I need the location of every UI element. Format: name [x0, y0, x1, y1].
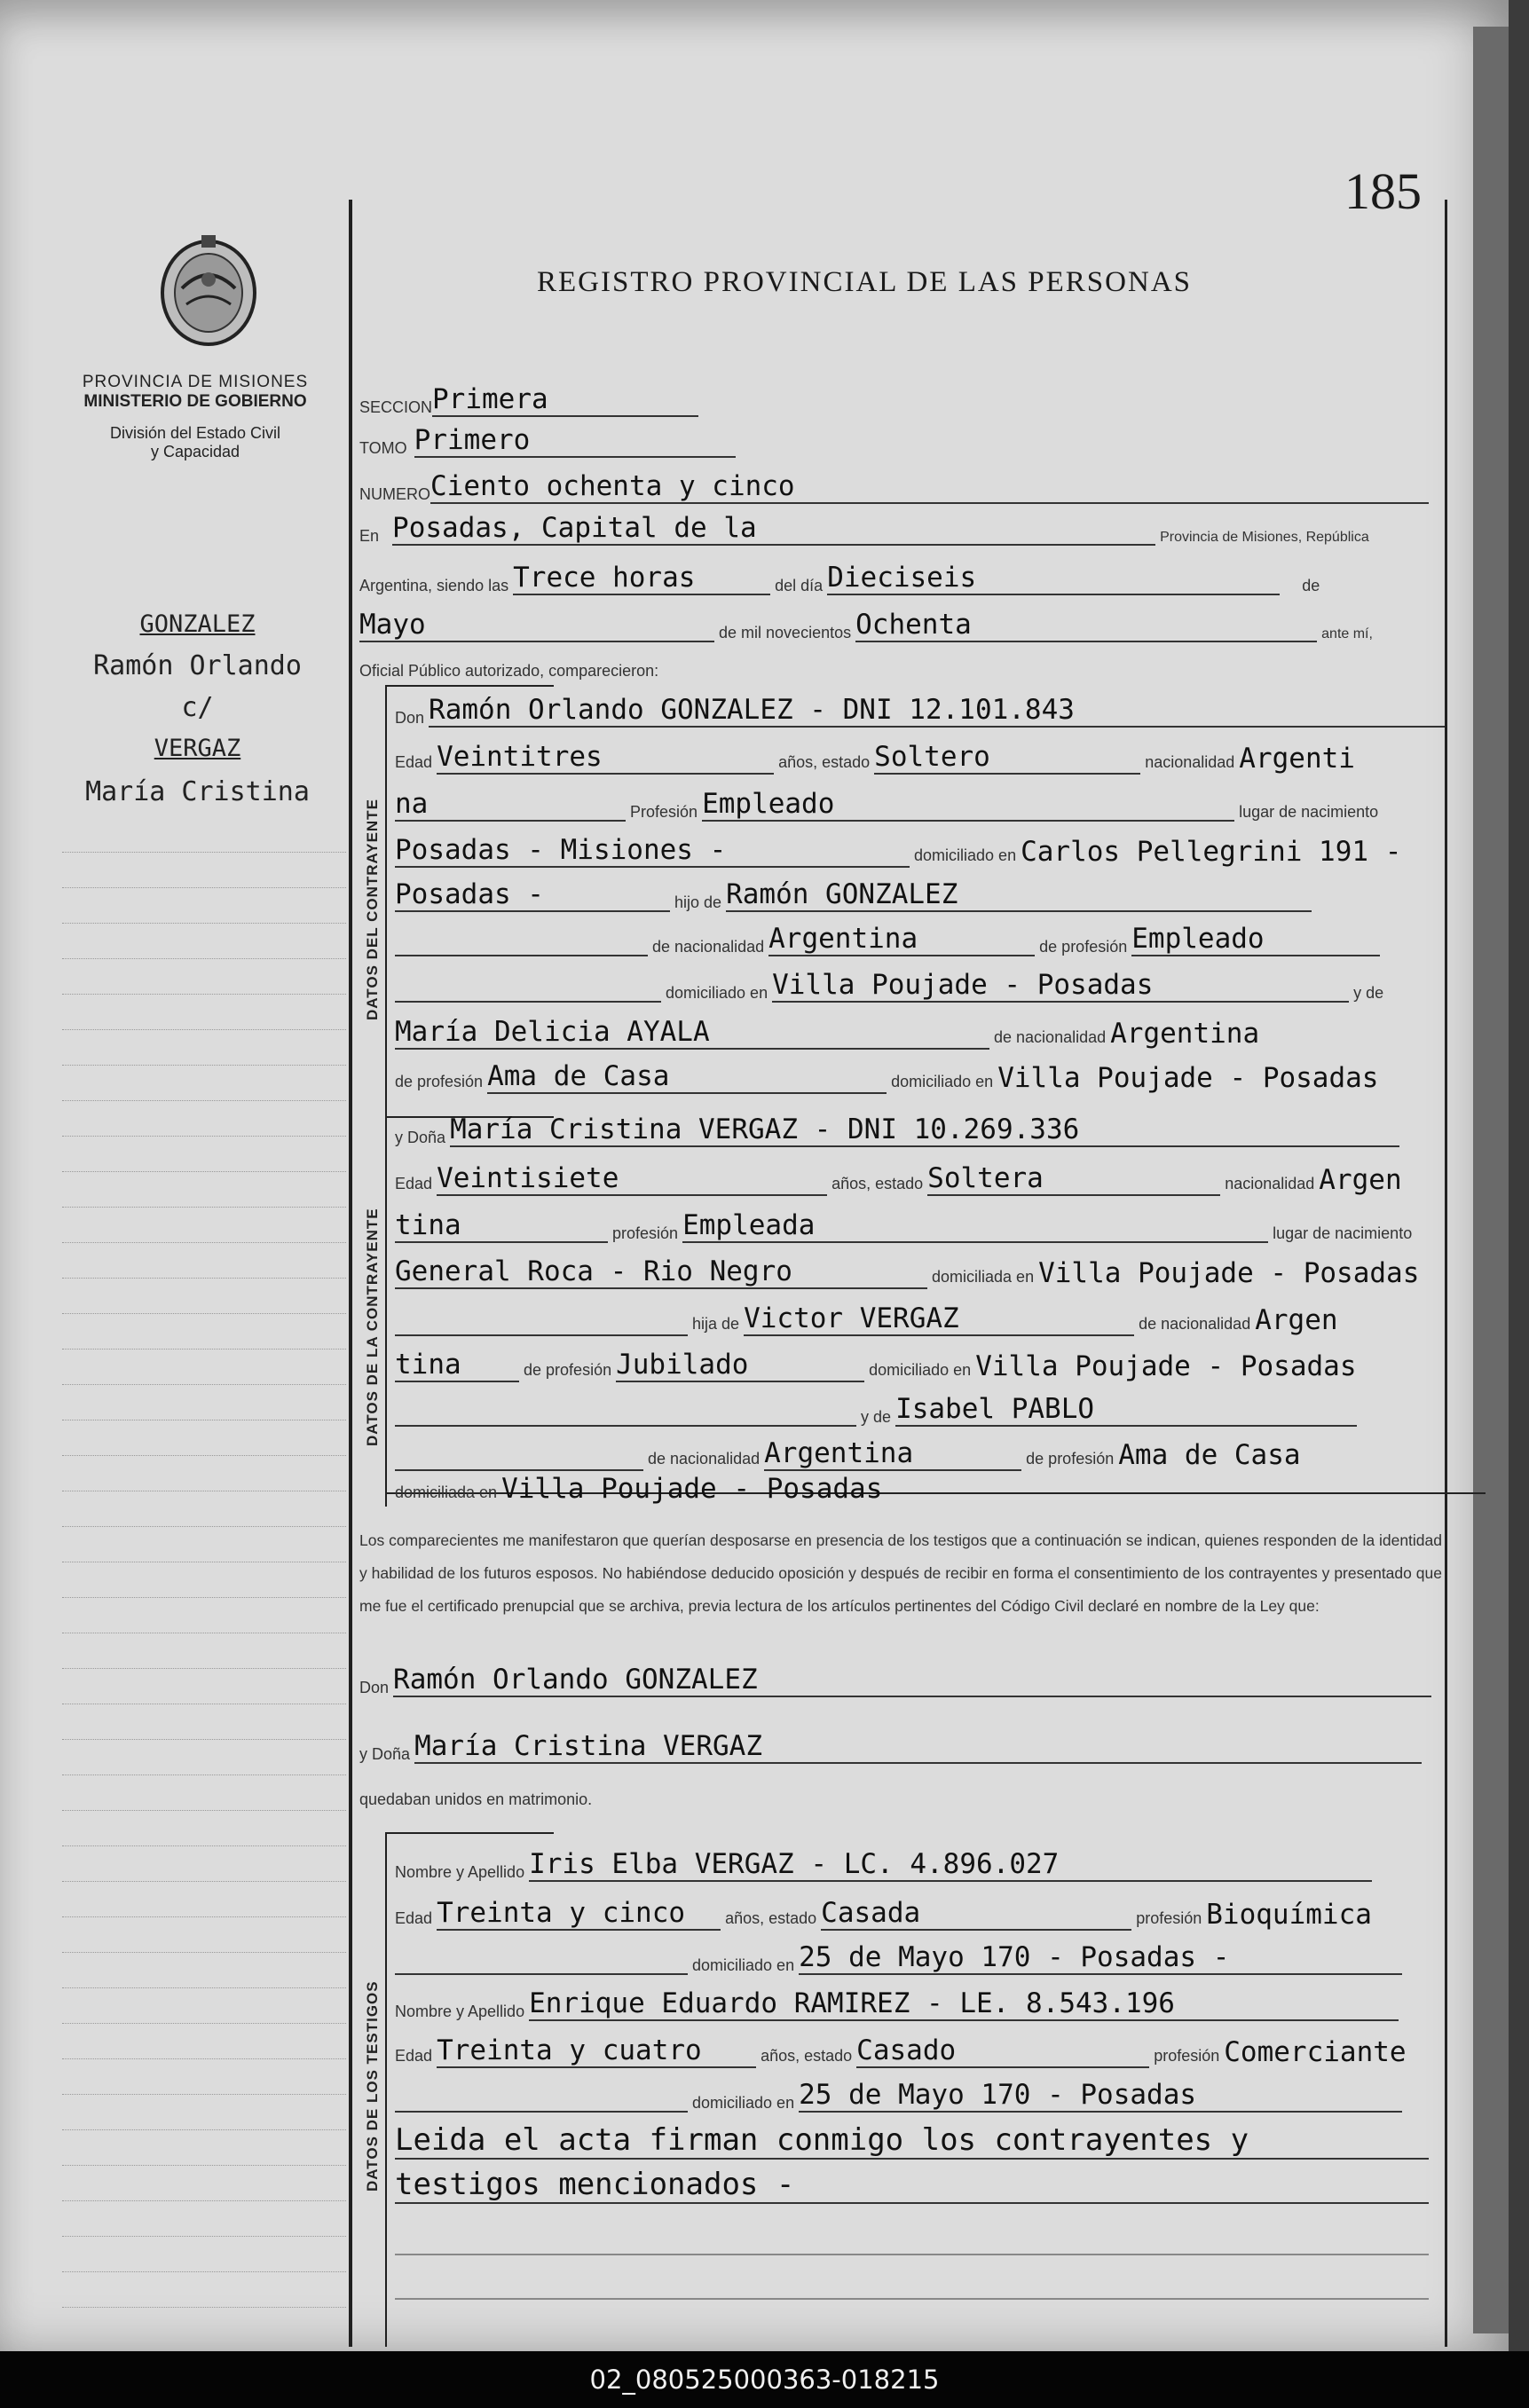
bride-mother-nac-row [395, 1437, 1301, 1471]
bride-y-de-label: y de [861, 1408, 892, 1426]
margin-ruled-line [62, 1987, 346, 1988]
bride-age: Veintisiete [437, 1162, 827, 1196]
margin-ruled-line [62, 1739, 346, 1740]
bride-nacionalidad-b: tina [395, 1209, 608, 1243]
groom-mother-prof: Ama de Casa [487, 1060, 887, 1094]
margin-ruled-line [62, 1171, 346, 1172]
groom-bracket-top [385, 685, 554, 687]
witness1-profesion: Bioquímica [1206, 1899, 1372, 1931]
dia-value: Dieciseis [827, 562, 1280, 595]
margin-ruled-line [62, 2236, 346, 2237]
groom-mother-prof-label: de profesión [395, 1073, 484, 1090]
page-number: 185 [1344, 162, 1422, 220]
bride-prof-row [395, 1209, 1412, 1243]
margin-ruled-line [62, 887, 346, 888]
witness-note-a: Leida el acta firman conmigo los contrayentes y [395, 2122, 1429, 2160]
blank-line [395, 1334, 688, 1336]
margin-ruled-line [62, 1597, 346, 1598]
groom-hijo-label: hijo de [674, 893, 722, 911]
bride-age-row [395, 1162, 1402, 1196]
margin-ruled-line [62, 1952, 346, 1953]
groom-mother: María Delicia AYALA [395, 1016, 989, 1050]
margin-ruled-line [62, 1278, 346, 1279]
bride-nacionalidad-label: nacionalidad [1225, 1175, 1315, 1192]
groom-age-row [395, 741, 1355, 775]
margin-surname-2: VERGAZ [154, 735, 241, 762]
bride-side-label: DATOS DE LA CONTRAYENTE [364, 1208, 381, 1446]
witness1-name: Iris Elba VERGAZ - LC. 4.896.027 [529, 1848, 1372, 1882]
groom-nacionalidad-label: nacionalidad [1145, 753, 1235, 771]
witness1-name-row [395, 1848, 1372, 1882]
numero-label: NUMERO [359, 485, 430, 503]
margin-ruled-line [62, 1455, 346, 1456]
margin-ruled-line [62, 1526, 346, 1527]
witness2-age-row [395, 2034, 1407, 2068]
groom-father-nac-label: de nacionalidad [652, 938, 765, 956]
witness-bracket-top [385, 1832, 554, 1834]
margin-ruled-line [62, 1242, 346, 1243]
groom-bracket [385, 685, 387, 1120]
groom-nacionalidad-a: Argenti [1239, 743, 1355, 775]
groom-father-dom-label: domiciliado en [666, 984, 768, 1002]
groom-birth-row [395, 834, 1401, 868]
union-don: Ramón Orlando GONZALEZ [393, 1664, 1431, 1697]
bride-name: María Cristina VERGAZ - DNI 10.269.336 [450, 1114, 1399, 1147]
margin-ruled-line [62, 852, 346, 853]
bride-mother-nac-label: de nacionalidad [648, 1450, 761, 1468]
margin-ruled-line [62, 1029, 346, 1030]
groom-age: Veintitres [437, 741, 774, 775]
dona-label: y Doña [395, 1129, 446, 1146]
anio-value: Ochenta [855, 609, 1317, 642]
union-dona-label: y Doña [359, 1745, 411, 1763]
margin-surname-1: GONZALEZ [139, 610, 256, 638]
groom-edad-label: Edad [395, 753, 433, 771]
province-label: PROVINCIA DE MISIONES [82, 373, 309, 391]
seccion-label: SECCION [359, 398, 433, 416]
bride-profesion-label: profesión [612, 1224, 679, 1242]
groom-mother-nac: Argentina [1110, 1018, 1260, 1050]
witness-note-row-a [395, 2122, 1429, 2160]
blank-line [395, 1001, 661, 1003]
provincia-text: Provincia de Misiones, República [1160, 530, 1369, 545]
page-edge [1473, 27, 1509, 2333]
groom-father-dom-row [395, 969, 1383, 1003]
don-label: Don [395, 709, 425, 727]
bride-domicilio: Villa Poujade - Posadas [1038, 1257, 1420, 1289]
bride-mother-dom-row [395, 1473, 882, 1505]
groom-father: Ramón GONZALEZ [726, 878, 1312, 912]
union-closing-row [359, 1790, 592, 1809]
witness2-domicilio: 25 de Mayo 170 - Posadas [799, 2079, 1402, 2113]
del-dia-label: del día [775, 577, 824, 594]
witness1-profesion-label: profesión [1136, 1909, 1202, 1927]
bride-lugar-nac: General Roca - Rio Negro [395, 1255, 927, 1289]
groom-name: Ramón Orlando GONZALEZ - DNI 12.101.843 [429, 694, 1445, 728]
bride-father-dom-label: domiciliado en [869, 1361, 972, 1379]
groom-side-label: DATOS DEL CONTRAYENTE [364, 799, 381, 1020]
de-label: de [1302, 577, 1320, 594]
bride-father-prof-row [395, 1349, 1356, 1382]
witness-note-row-b [395, 2167, 1429, 2204]
bride-birth-row [395, 1255, 1419, 1289]
capacity-label: y Capacidad [150, 443, 240, 460]
margin-ruled-line [62, 2058, 346, 2059]
blank-line [395, 955, 648, 956]
witness1-anos-estado-label: años, estado [725, 1909, 817, 1927]
margin-ruled-line [62, 1349, 346, 1350]
groom-lugar-nac: Posadas - Misiones - [395, 834, 910, 868]
margin-ruled-line [62, 1313, 346, 1314]
right-rule [1445, 200, 1447, 2347]
ante-mi-text: ante mí, [1321, 626, 1373, 641]
groom-father-dom: Villa Poujade - Posadas [772, 969, 1349, 1003]
margin-ruled-line [62, 1100, 346, 1101]
witness1-nombre-label: Nombre y Apellido [395, 1863, 525, 1881]
groom-prof-row [395, 788, 1378, 822]
union-don-row [359, 1664, 1431, 1697]
union-don-label: Don [359, 1679, 390, 1696]
bride-father-prof: Jubilado [616, 1349, 864, 1382]
witness1-age: Treinta y cinco [437, 1897, 721, 1931]
witness2-profesion-label: profesión [1154, 2047, 1220, 2065]
groom-domicilio-label: domiciliado en [914, 846, 1017, 864]
union-dona-row [359, 1730, 1422, 1764]
margin-ruled-line [62, 1136, 346, 1137]
blank-line [395, 1425, 856, 1427]
margin-ruled-line [62, 1881, 346, 1882]
groom-father-nac-row [395, 923, 1380, 956]
union-dona: María Cristina VERGAZ [414, 1730, 1422, 1764]
numero-value: Ciento ochenta y cinco [430, 470, 1429, 504]
footer-id: 02_080525000363-018215 [0, 2351, 1529, 2408]
blank-line [395, 1469, 643, 1471]
margin-ruled-line [62, 1916, 346, 1917]
groom-profesion: Empleado [702, 788, 1234, 822]
lugar-value: Posadas, Capital de la [392, 512, 1155, 546]
tomo-label: TOMO [359, 439, 407, 457]
en-label: En [359, 527, 380, 545]
margin-ruled-line [62, 923, 346, 924]
margin-ruled-line [62, 2271, 346, 2272]
witness1-estado: Casada [821, 1897, 1131, 1931]
hora-row [359, 562, 1320, 595]
statement-paragraph: Los comparecientes me manifestaron que querían desposarse en presencia de los testigos que a continuación se indican, quienes responden de la identidad y habilidad de los futuros esposos. No habiéndose deducido oposición y después de recibir en forma el consentimiento de los contrayentes y presentado que me fue el certificado prenupcial que se archiva, previa lectura de los artículos pertinentes del Código Civil declaré en nombre de la Ley que: [359, 1531, 1442, 1615]
mil-text: de mil novecientos [719, 624, 852, 641]
groom-parent-row [395, 878, 1312, 912]
argentina-text: Argentina, siendo las [359, 577, 509, 594]
margin-ruled-line [62, 1207, 346, 1208]
groom-mother-dom-label: domiciliado en [891, 1073, 994, 1090]
margin-ruled-line [62, 994, 346, 995]
witness-side-label: DATOS DE LOS TESTIGOS [364, 1980, 381, 2192]
tomo-row [359, 424, 736, 458]
margin-ruled-line [62, 1845, 346, 1846]
blank-rule [395, 2298, 1429, 2300]
margin-rule [349, 200, 352, 2347]
groom-father-prof: Empleado [1131, 923, 1380, 956]
margin-ruled-line [62, 1810, 346, 1811]
bride-mother-dom: Villa Poujade - Posadas [501, 1473, 883, 1505]
groom-name-row [395, 694, 1445, 728]
bride-father: Victor VERGAZ [744, 1302, 1134, 1336]
bride-profesion: Empleada [682, 1209, 1268, 1243]
margin-ruled-line [62, 1065, 346, 1066]
bride-estado: Soltera [927, 1162, 1220, 1196]
groom-y-de-label: y de [1353, 984, 1384, 1002]
bride-mother-prof: Ama de Casa [1118, 1439, 1301, 1471]
bride-lugar-nac-label: lugar de nacimiento [1273, 1224, 1413, 1242]
issuing-office [62, 373, 328, 461]
ministry-label: MINISTERIO DE GOBIERNO [83, 392, 307, 411]
groom-mother-prof-row [395, 1060, 1378, 1094]
margin-ruled-line [62, 2200, 346, 2201]
margin-ruled-line [62, 2165, 346, 2166]
margin-ruled-line [62, 958, 346, 959]
fecha-row [359, 609, 1373, 642]
witness2-estado: Casado [856, 2034, 1149, 2068]
witness1-edad-label: Edad [395, 1909, 433, 1927]
oficial-text: Oficial Público autorizado, comparecieron: [359, 662, 659, 680]
witness1-age-row [395, 1897, 1372, 1931]
margin-ruled-line [62, 2129, 346, 2130]
bride-bracket [385, 1116, 387, 1507]
groom-lugar-nac-label: lugar de nacimiento [1239, 803, 1379, 821]
groom-mother-dom: Villa Poujade - Posadas [997, 1062, 1379, 1094]
bride-father-prof-label: de profesión [524, 1361, 612, 1379]
bride-father-row [395, 1302, 1338, 1336]
groom-estado: Soltero [874, 741, 1140, 775]
blank-line [395, 2111, 688, 2113]
witness-note-b: testigos mencionados - [395, 2167, 1429, 2204]
tomo-value: Primero [414, 424, 736, 458]
document-title: REGISTRO PROVINCIAL DE LAS PERSONAS [537, 266, 1193, 298]
witness2-anos-estado-label: años, estado [761, 2047, 853, 2065]
bride-father-dom: Villa Poujade - Posadas [975, 1350, 1357, 1382]
bride-mother-row [395, 1393, 1357, 1427]
bride-domicilio-label: domiciliada en [932, 1268, 1035, 1286]
bride-father-nac-label: de nacionalidad [1139, 1315, 1251, 1333]
seccion-row [359, 383, 698, 417]
bride-mother-nac: Argentina [764, 1437, 1021, 1471]
union-closing: quedaban unidos en matrimonio. [359, 1790, 593, 1808]
groom-mother-row [395, 1016, 1259, 1050]
bride-edad-label: Edad [395, 1175, 433, 1192]
blank-rule [395, 2254, 1429, 2255]
margin-name-2: María Cristina [85, 776, 310, 807]
bride-mother-prof-label: de profesión [1026, 1450, 1115, 1468]
margin-ruled-line [62, 2023, 346, 2024]
groom-domicilio-a: Carlos Pellegrini 191 - [1021, 836, 1402, 868]
witness2-nombre-label: Nombre y Apellido [395, 2003, 525, 2020]
bride-mother-dom-label: domiciliada en [395, 1483, 498, 1501]
margin-ruled-line [62, 1384, 346, 1385]
groom-domicilio-b: Posadas - [395, 878, 670, 912]
witness2-age: Treinta y cuatro [437, 2034, 756, 2068]
blank-line [395, 1973, 688, 1975]
oficial-row [359, 662, 658, 681]
groom-father-nac: Argentina [768, 923, 1035, 956]
bride-hija-label: hija de [692, 1315, 740, 1333]
seccion-value: Primera [432, 383, 698, 417]
margin-name-1: Ramón Orlando [93, 650, 302, 681]
groom-profesion-label: Profesión [630, 803, 698, 821]
witness2-name-row [395, 1987, 1399, 2021]
witness2-domicilio-label: domiciliado en [692, 2094, 795, 2112]
witness2-dom-row [395, 2079, 1402, 2113]
margin-ruled-line [62, 2307, 346, 2308]
groom-nacionalidad-b: na [395, 788, 626, 822]
bride-name-row [395, 1114, 1399, 1147]
numero-row [359, 470, 1429, 504]
groom-father-prof-label: de profesión [1039, 938, 1128, 956]
witness2-profesion: Comerciante [1224, 2036, 1407, 2068]
witness1-domicilio-label: domiciliado en [692, 1956, 795, 1974]
coat-of-arms-icon [146, 226, 271, 350]
witness1-domicilio: 25 de Mayo 170 - Posadas - [799, 1941, 1402, 1975]
mes-value: Mayo [359, 609, 714, 642]
margin-ruled-line [62, 1668, 346, 1669]
lugar-row [359, 512, 1369, 546]
margin-ruled-line [62, 2094, 346, 2095]
hora-value: Trece horas [513, 562, 770, 595]
groom-mother-nac-label: de nacionalidad [994, 1028, 1107, 1046]
witness1-dom-row [395, 1941, 1402, 1975]
margin-separator: c/ [181, 692, 214, 723]
bride-father-nac-b: tina [395, 1349, 519, 1382]
witness-bracket [385, 1832, 387, 2347]
bride-mother: Isabel PABLO [895, 1393, 1357, 1427]
bride-father-nac-a: Argen [1255, 1304, 1338, 1336]
groom-anos-estado-label: años, estado [778, 753, 871, 771]
witness2-edad-label: Edad [395, 2047, 433, 2065]
witness2-name: Enrique Eduardo RAMIREZ - LE. 8.543.196 [529, 1987, 1399, 2021]
bride-nacionalidad-a: Argen [1319, 1164, 1402, 1196]
division-label: División del Estado Civil [109, 424, 281, 442]
bride-anos-estado-label: años, estado [831, 1175, 924, 1192]
